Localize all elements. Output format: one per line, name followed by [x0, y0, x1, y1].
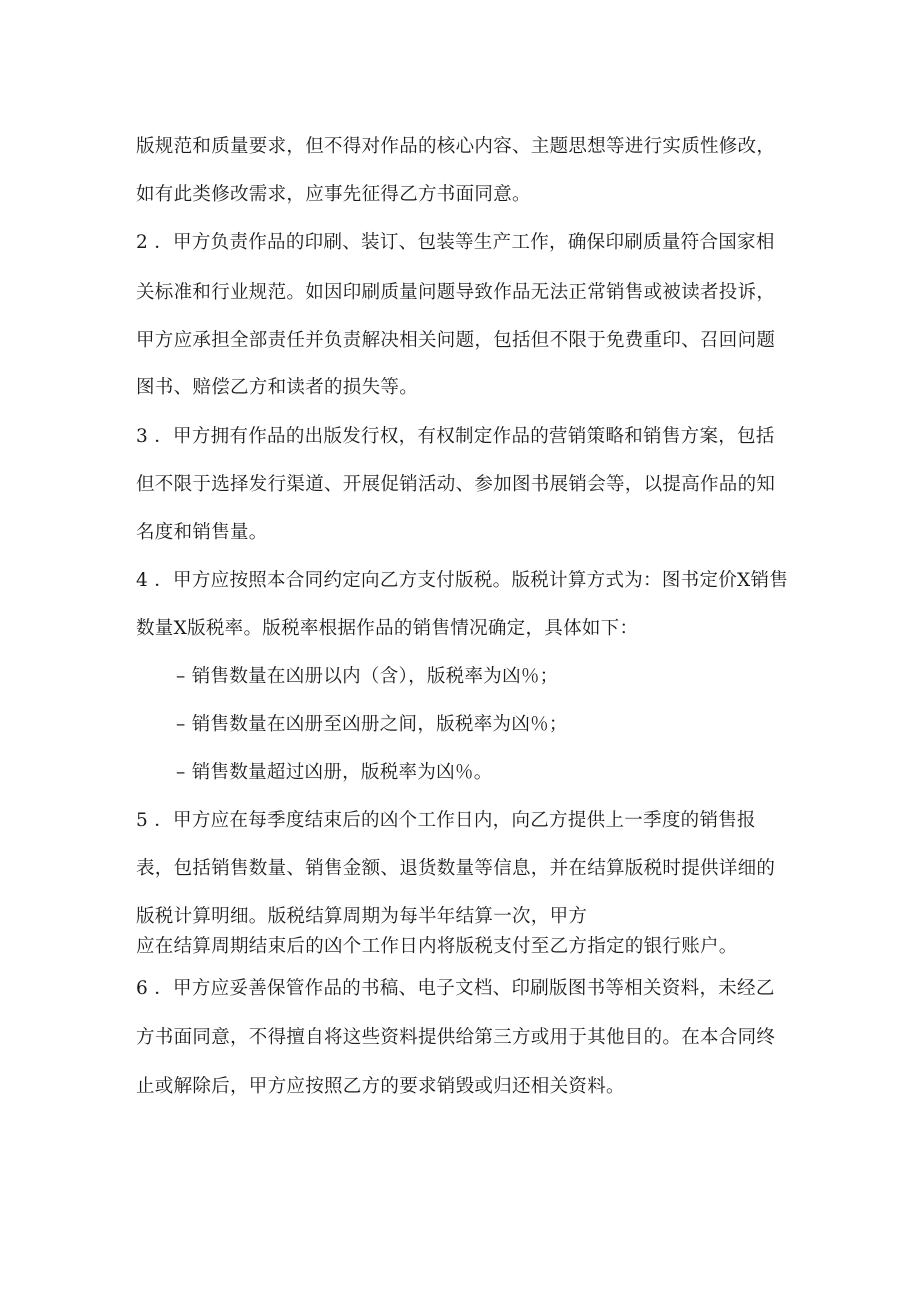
- text-line: 止或解除后，甲方应按照乙方的要求销毁或归还相关资料。: [136, 1076, 625, 1097]
- text-line: 数量X版税率。版税率根据作品的销售情况确定，具体如下：: [136, 618, 639, 639]
- text-line: 方书面同意，不得擅自将这些资料提供给第三方或用于其他目的。在本合同终: [136, 1027, 776, 1048]
- text-line: 5 ．甲方应在每季度结束后的凶个工作日内，向乙方提供上一季度的销售报: [136, 810, 756, 831]
- bullet-item: – 销售数量在凶册至凶册之间，版税率为凶％；: [176, 714, 568, 735]
- text-line: 表，包括销售数量、销售金额、退货数量等信息，并在结算版税时提供详细的: [136, 858, 776, 879]
- text-line: 2 ．甲方负责作品的印刷、装订、包装等生产工作，确保印刷质量符合国家相: [136, 232, 775, 253]
- text-line: 关标准和行业规范。如因印刷质量问题导致作品无法正常销售或被读者投诉，: [136, 282, 776, 303]
- text-line: 如有此类修改需求，应事先征得乙方书面同意。: [136, 184, 531, 205]
- text-line: 版税计算明细。版税结算周期为每半年结算一次，甲方: [136, 906, 588, 927]
- text-line: 3 ．甲方拥有作品的出版发行权，有权制定作品的营销策略和销售方案，包括: [136, 426, 775, 447]
- bullet-item: – 销售数量超过凶册，版税率为凶％。: [176, 762, 493, 783]
- text-line: 6 ．甲方应妥善保管作品的书稿、电子文档、印刷版图书等相关资料，未经乙: [136, 978, 775, 999]
- text-line: 名度和销售量。: [136, 522, 268, 543]
- text-line: 版规范和质量要求，但不得对作品的核心内容、主题思想等进行实质性修改，: [136, 136, 776, 157]
- text-line: 应在结算周期结束后的凶个工作日内将版税支付至乙方指定的银行账户。: [136, 936, 738, 957]
- text-line: 但不限于选择发行渠道、开展促销活动、参加图书展销会等，以提高作品的知: [136, 474, 776, 495]
- bullet-item: – 销售数量在凶册以内（含），版税率为凶％；: [176, 666, 559, 687]
- text-line: 甲方应承担全部责任并负责解决相关问题，包括但不限于免费重印、召回问题: [136, 330, 776, 351]
- text-line: 图书、赔偿乙方和读者的损失等。: [136, 377, 419, 398]
- text-line: 4 ．甲方应按照本合同约定向乙方支付版税。版税计算方式为：图书定价X销售: [136, 570, 789, 591]
